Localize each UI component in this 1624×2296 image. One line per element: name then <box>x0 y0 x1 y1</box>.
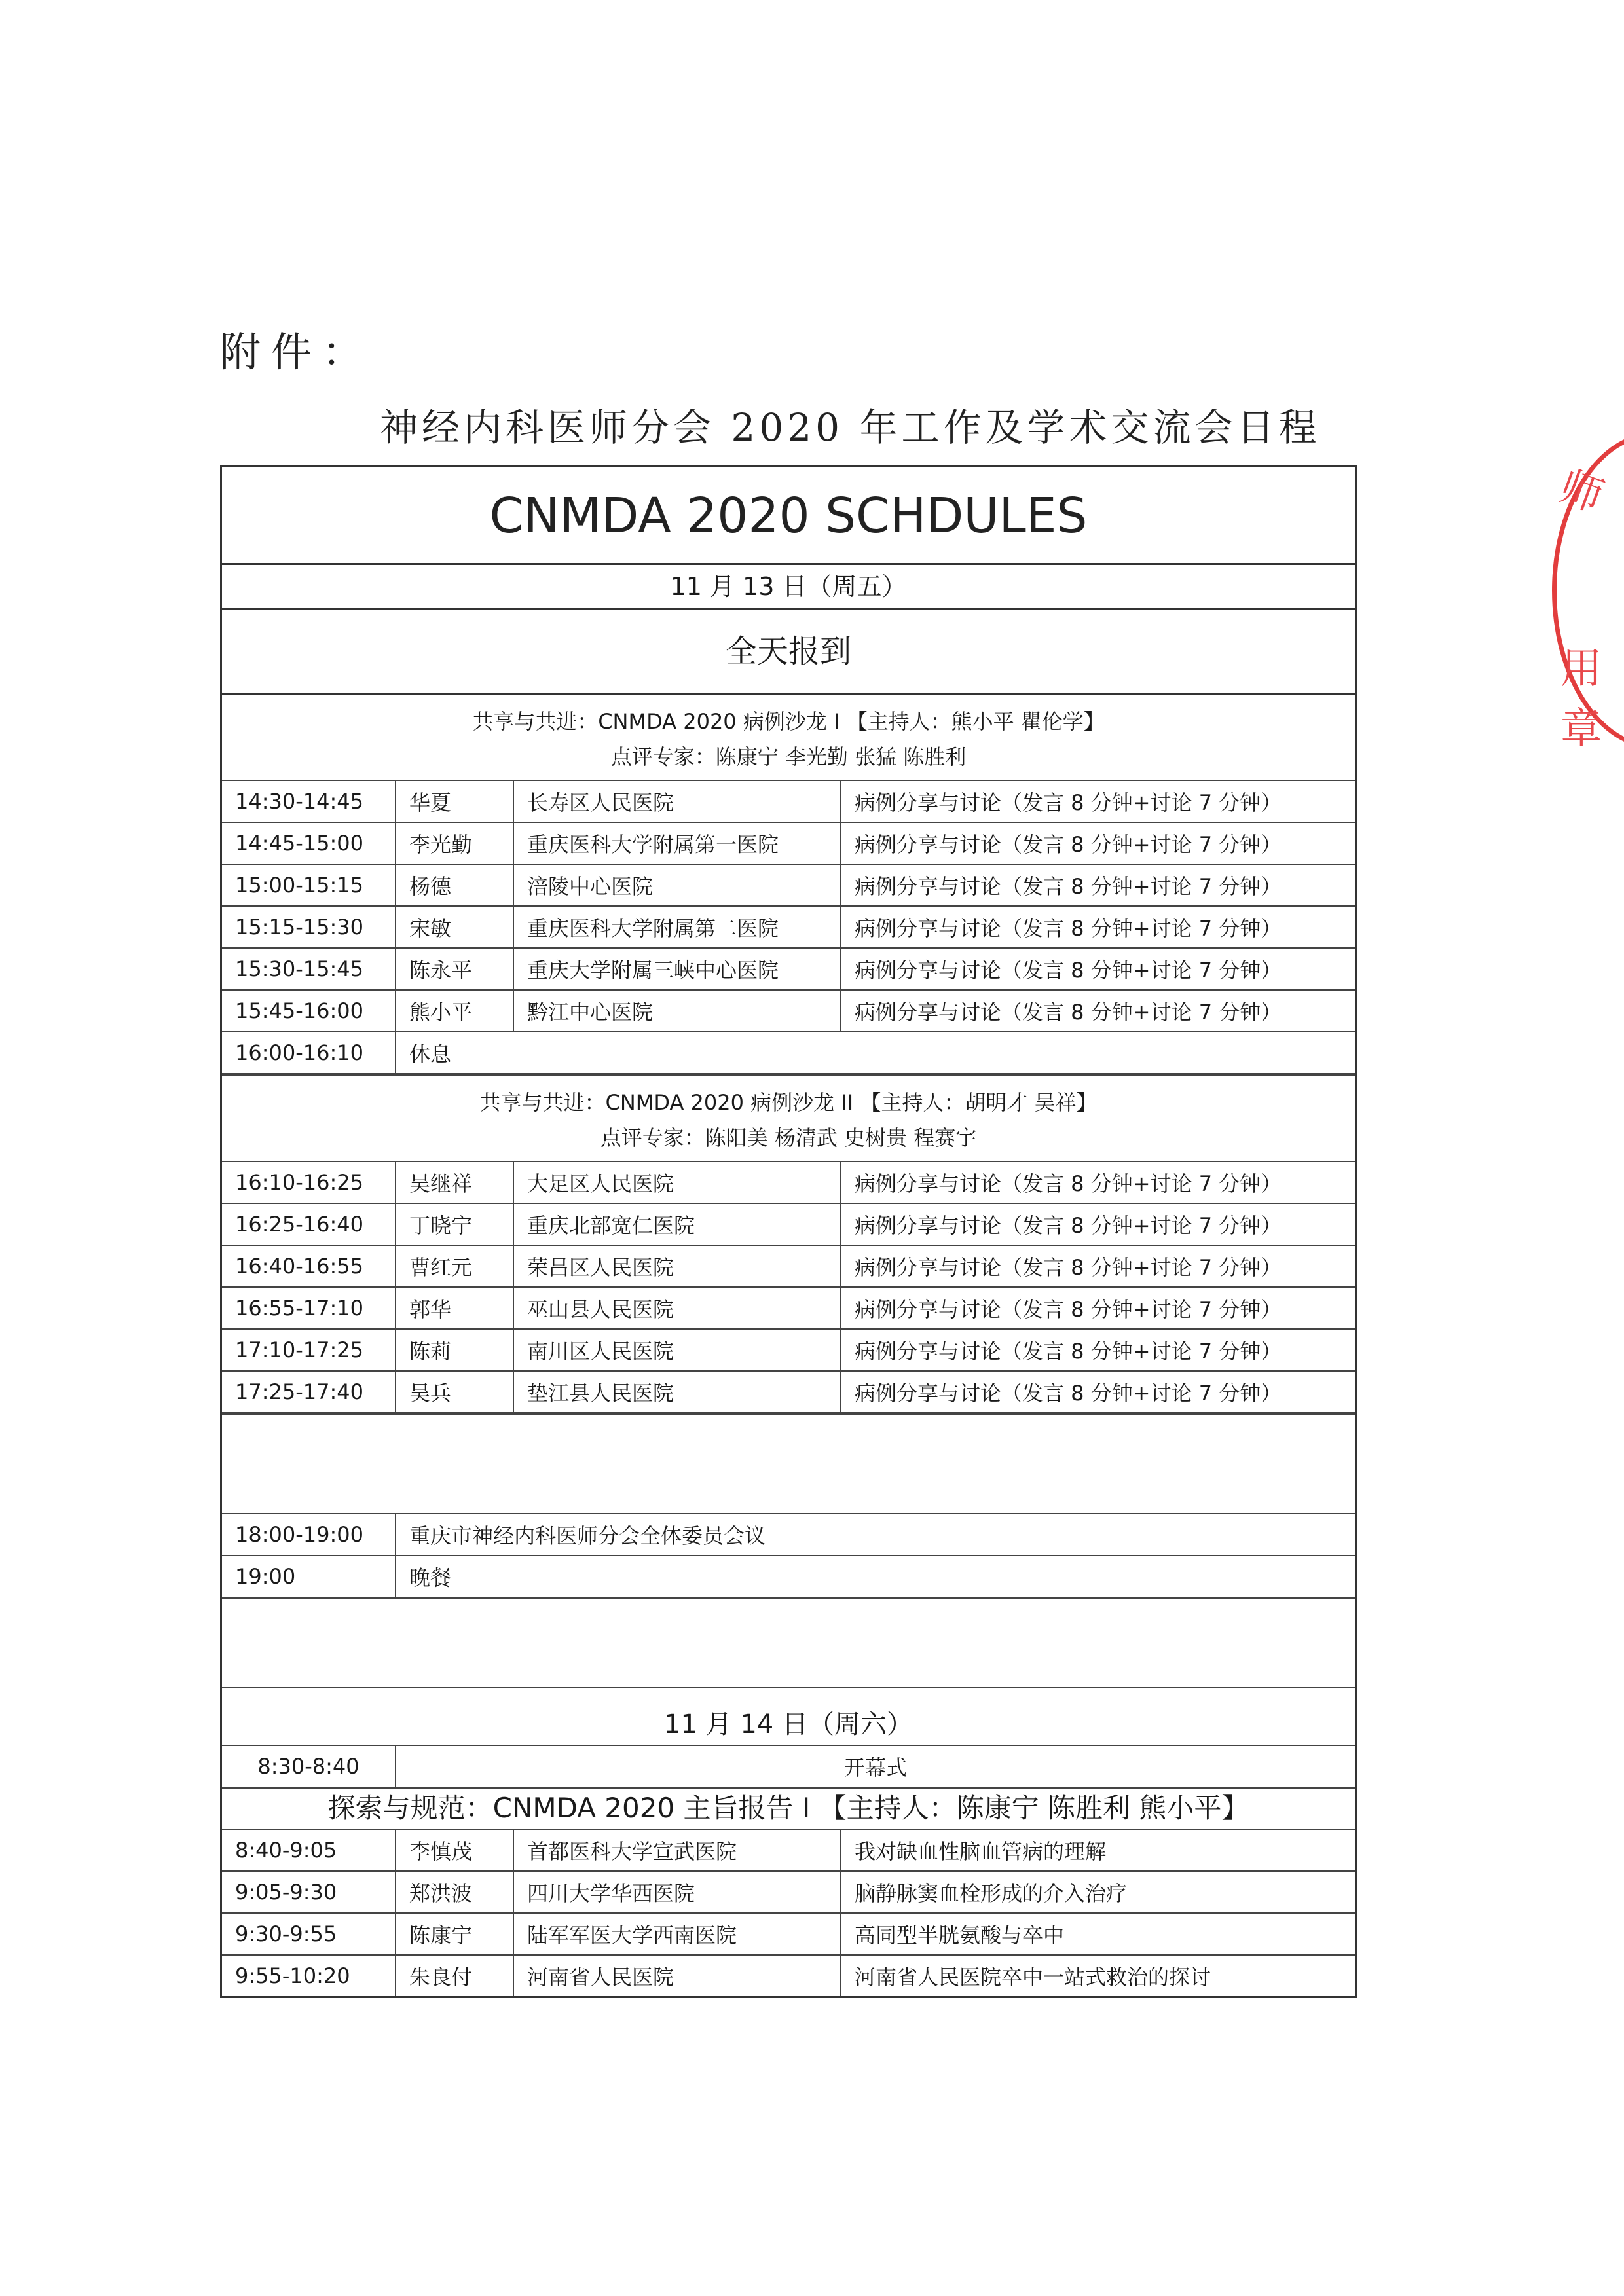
org-cell: 黔江中心医院 <box>513 990 841 1032</box>
speaker-cell: 陈莉 <box>396 1329 513 1371</box>
topic-cell: 病例分享与讨论（发言 8 分钟+讨论 7 分钟） <box>841 780 1355 822</box>
time-cell: 19:00 <box>222 1556 396 1597</box>
org-cell: 南川区人民医院 <box>513 1329 841 1371</box>
topic-cell: 病例分享与讨论（发言 8 分钟+讨论 7 分钟） <box>841 1245 1355 1287</box>
time-cell: 9:05-9:30 <box>222 1871 396 1913</box>
session1-table <box>222 780 1355 1074</box>
speaker-cell: 吴兵 <box>396 1371 513 1413</box>
speaker-cell: 朱良付 <box>396 1955 513 1997</box>
speaker-cell: 郭华 <box>396 1287 513 1329</box>
table-row <box>222 1745 1355 1787</box>
org-cell: 垫江县人民医院 <box>513 1371 841 1413</box>
org-cell: 陆军军医大学西南医院 <box>513 1913 841 1955</box>
time-cell: 14:45-15:00 <box>222 822 396 864</box>
keynote-table <box>222 1829 1355 1998</box>
speaker-cell: 华夏 <box>396 780 513 822</box>
table-row <box>222 822 1355 864</box>
blank-row <box>222 1413 1355 1513</box>
table-row <box>222 1955 1355 1997</box>
speaker-cell: 吴继祥 <box>396 1161 513 1203</box>
table-row <box>222 990 1355 1032</box>
keynote-title: 探索与规范：CNMDA 2020 主旨报告 I 【主持人：陈康宁 陈胜利 熊小平】 <box>222 1788 1355 1829</box>
speaker-cell: 宋敏 <box>396 906 513 948</box>
document-title: 神经内科医师分会 2020 年工作及学术交流会日程 <box>380 405 1321 450</box>
table-row <box>222 1556 1355 1597</box>
time-cell: 16:00-16:10 <box>222 1032 396 1074</box>
time-cell: 15:30-15:45 <box>222 948 396 990</box>
session2-table <box>222 1161 1355 1413</box>
opening-table <box>222 1745 1355 1788</box>
time-cell: 18:00-19:00 <box>222 1514 396 1556</box>
topic-cell: 病例分享与讨论（发言 8 分钟+讨论 7 分钟） <box>841 906 1355 948</box>
time-cell: 14:30-14:45 <box>222 780 396 822</box>
speaker-cell: 李慎茂 <box>396 1829 513 1871</box>
attachment-label: 附件： <box>220 328 374 376</box>
session1-reviewers: 点评专家：陈康宁 李光勤 张猛 陈胜利 <box>610 744 967 769</box>
seal-text-bottom: 用章 <box>1560 645 1605 754</box>
table-row <box>222 1829 1355 1871</box>
topic-cell: 病例分享与讨论（发言 8 分钟+讨论 7 分钟） <box>841 864 1355 906</box>
table-row <box>222 1161 1355 1203</box>
speaker-cell: 曹红元 <box>396 1245 513 1287</box>
session2-header <box>222 1074 1355 1161</box>
time-cell: 8:40-9:05 <box>222 1829 396 1871</box>
speaker-cell: 丁晓宁 <box>396 1203 513 1245</box>
time-cell: 16:55-17:10 <box>222 1287 396 1329</box>
table-row <box>222 864 1355 906</box>
schedule-sheet <box>220 465 1357 1998</box>
table-row <box>222 1329 1355 1371</box>
topic-cell: 病例分享与讨论（发言 8 分钟+讨论 7 分钟） <box>841 1371 1355 1413</box>
event-cell: 晚餐 <box>396 1556 1355 1597</box>
org-cell: 四川大学华西医院 <box>513 1871 841 1913</box>
topic-cell: 脑静脉窦血栓形成的介入治疗 <box>841 1871 1355 1913</box>
time-cell: 16:40-16:55 <box>222 1245 396 1287</box>
topic-cell: 病例分享与讨论（发言 8 分钟+讨论 7 分钟） <box>841 990 1355 1032</box>
session2-title: 共享与共进：CNMDA 2020 病例沙龙 II 【主持人：胡明才 吴祥】 <box>479 1090 1098 1115</box>
topic-cell: 病例分享与讨论（发言 8 分钟+讨论 7 分钟） <box>841 1287 1355 1329</box>
evening-table <box>222 1513 1355 1598</box>
table-row <box>222 1203 1355 1245</box>
org-cell: 河南省人民医院 <box>513 1955 841 1997</box>
registration-label: 全天报到 <box>222 610 1355 695</box>
topic-cell: 病例分享与讨论（发言 8 分钟+讨论 7 分钟） <box>841 822 1355 864</box>
topic-cell: 河南省人民医院卒中一站式救治的探讨 <box>841 1955 1355 1997</box>
time-cell: 15:45-16:00 <box>222 990 396 1032</box>
seal-text-top: 师 <box>1553 462 1610 522</box>
org-cell: 大足区人民医院 <box>513 1161 841 1203</box>
table-row <box>222 1913 1355 1955</box>
table-row <box>222 780 1355 822</box>
opening-label: 开幕式 <box>396 1745 1355 1787</box>
schedule-title: CNMDA 2020 SCHDULES <box>222 467 1355 565</box>
topic-cell: 我对缺血性脑血管病的理解 <box>841 1829 1355 1871</box>
session1-title: 共享与共进：CNMDA 2020 病例沙龙 I 【主持人：熊小平 瞿伦学】 <box>472 709 1105 734</box>
time-cell: 8:30-8:40 <box>222 1745 396 1787</box>
topic-cell: 病例分享与讨论（发言 8 分钟+讨论 7 分钟） <box>841 1329 1355 1371</box>
org-cell: 重庆大学附属三峡中心医院 <box>513 948 841 990</box>
org-cell: 重庆医科大学附属第二医院 <box>513 906 841 948</box>
time-cell: 16:25-16:40 <box>222 1203 396 1245</box>
topic-cell: 病例分享与讨论（发言 8 分钟+讨论 7 分钟） <box>841 1203 1355 1245</box>
speaker-cell: 郑洪波 <box>396 1871 513 1913</box>
topic-cell: 病例分享与讨论（发言 8 分钟+讨论 7 分钟） <box>841 948 1355 990</box>
table-row <box>222 906 1355 948</box>
time-cell: 15:00-15:15 <box>222 864 396 906</box>
org-cell: 重庆医科大学附属第一医院 <box>513 822 841 864</box>
break-label: 休息 <box>396 1032 1355 1074</box>
org-cell: 荣昌区人民医院 <box>513 1245 841 1287</box>
time-cell: 17:25-17:40 <box>222 1371 396 1413</box>
time-cell: 9:30-9:55 <box>222 1913 396 1955</box>
org-cell: 长寿区人民医院 <box>513 780 841 822</box>
speaker-cell: 熊小平 <box>396 990 513 1032</box>
topic-cell: 高同型半胱氨酸与卒中 <box>841 1913 1355 1955</box>
time-cell: 17:10-17:25 <box>222 1329 396 1371</box>
table-row <box>222 1514 1355 1556</box>
table-row <box>222 948 1355 990</box>
day2-date: 11 月 14 日（周六） <box>664 1709 913 1740</box>
time-cell: 9:55-10:20 <box>222 1955 396 1997</box>
topic-cell: 病例分享与讨论（发言 8 分钟+讨论 7 分钟） <box>841 1161 1355 1203</box>
table-row <box>222 1371 1355 1413</box>
time-cell: 16:10-16:25 <box>222 1161 396 1203</box>
table-row <box>222 1287 1355 1329</box>
event-cell: 重庆市神经内科医师分会全体委员会议 <box>396 1514 1355 1556</box>
blank-row <box>222 1598 1355 1688</box>
break-row <box>222 1032 1355 1074</box>
org-cell: 巫山县人民医院 <box>513 1287 841 1329</box>
day1-date: 11 月 13 日（周五） <box>222 565 1355 610</box>
org-cell: 首都医科大学宣武医院 <box>513 1829 841 1871</box>
time-cell: 15:15-15:30 <box>222 906 396 948</box>
table-row <box>222 1245 1355 1287</box>
org-cell: 涪陵中心医院 <box>513 864 841 906</box>
session1-header <box>222 695 1355 780</box>
session2-reviewers: 点评专家：陈阳美 杨清武 史树贵 程赛宇 <box>600 1125 977 1150</box>
table-row <box>222 1871 1355 1913</box>
speaker-cell: 陈康宁 <box>396 1913 513 1955</box>
speaker-cell: 杨德 <box>396 864 513 906</box>
speaker-cell: 陈永平 <box>396 948 513 990</box>
speaker-cell: 李光勤 <box>396 822 513 864</box>
org-cell: 重庆北部宽仁医院 <box>513 1203 841 1245</box>
